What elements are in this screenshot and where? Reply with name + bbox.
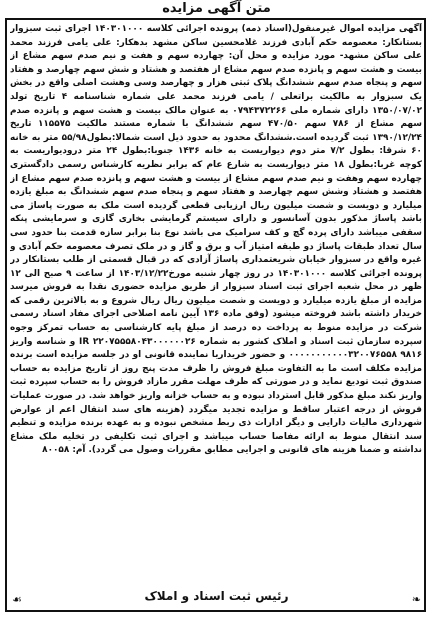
signature-footer: رئیس ثبت اسناد و املاک — [144, 589, 289, 603]
ornament-left-icon: ☙ — [12, 593, 22, 606]
notice-body — [10, 23, 422, 583]
ornament-right-icon: ❧ — [411, 593, 421, 606]
document-title: متن آگهی مزایده — [162, 1, 271, 16]
notice-paragraph: آگهی مزایده اموال غیرمنقول(اسناد ذمه) پرونده اجرائی کلاسه ۱۴۰۳۰۱۰۰۰ اجرای ثبت سبزوار بستانکار: معصومه حکم آبادی فرزند غلامحسین ساکن مشهد بدهکار: علی یامی فرزند محمد علی ساکن مشهد- مورد مزایده و محل آن: چهارده سهم و هفت و نیم صدم سهم مشاع از بیست و هشت سهم و پانزده صدم سهم مشاع از هفتصد و هشتاد و شش سهم چهارصد و هفتاد سهم و پنجاه صدم سهم ششدانگ پلاک ثبتی هزار و چهارصد وسی وهشت اصلی واقع در بخش یک سبزوار به مالکیت براتعلی / یامی فرزند محمد علی شماره شناسنامه ۴ تاریخ تولد ۱۳۵۰/۰۷/۰۲ دارای شماره ملی ۰۷۹۴۳۷۲۲۶۶ به عنوان مالک بیست و هشت سهم و پانزده صدم سهم مشاع از ۷۸۶ سهم ۴۷۰/۵۰ سهم ششدانگ با شماره مستند مالکیت ۱۱۵۵۷۵ تاریخ ۱۳۹۰/۱۲/۲۴ ثبت گردیده است.ششدانگ محدود به حدود ذیل است شمالا:بطول۵۵/۹۸ متر به خانه ۶۰ شرقا: بطول ۷/۲ متر دوم دیواریست به خانه ۱۴۳۶ جنوبا:بطول ۲۴ متر درودیواریست به کوچه غربا:بطول ۱۸ متر دیواریست به شارع عام که برابر نظریه کارشناس رسمی دادگستری چهارده سهم وهفت و نیم صدم سهم مشاع از بیست و هشت سهم و پانزده صدم سهم مشاع از هفتصد و هشتاد وشش سهم چهارصد و هفتاد سهم و پنجاه صدم سهم ششدانگ به مبلغ یازده میلیارد و دویست و شصت میلیون ریال ارزیابی قطعی گردیده است ملک به صورت پاساژ می باشد پاساژ مذکور بدون آسانسور و دارای سیستم گرمایشی بخاری گازی و سرمایشی پنکه سقفی میباشد دارای پرده گچ و کف سرامیک می باشد نوع بنا برابر سازه قدمت بنا حدود سی سال تعداد طبقات پاساژ دو طبقه امتیاز آب و برق و گاز و در ملک تصرف معصومه حکم آبادی و غیره واقع در سبزوار خیابان شریعتمداری پاساژ آزادی که در قبال قسمتی از طلب بستانکار در پرونده اجرائی کلاسه ۱۴۰۳۰۱۰۰۰ در روز چهار شنبه مورخ۱۴۰۳/۱۲/۲۲ از ساعت ۹ صبح الی ۱۲ ظهر در محل شعبه اجرای ثبت اسناد سبزوار از طریق مزایده حضوری نقدا به فروش میرسد مزایده از مبلغ یازده میلیارد و دویست و شصت میلیون ریال ریال شروع و به بالاترین رقمی که خریدار داشته باشد فروخته میشود (وفق ماده ۱۳۶ آیین نامه اصلاحی اجرای مفاد اسناد رسمی شرکت در مزایده منوط به پرداخت ده درصد از مبلغ پایه کارشناسی به حساب تمرکز وجوه سپرده سازمان ثبت اسناد و املاک کشور به شماره ۲۲۰۷۵۵۵۸۰۴۳۰۰۰۰۰۰۲۶ IR و شناسه واریز ۹۸۱۶ ۰۰۰۰۰۰۰۰۰۰۰۳۲۰۰۷۶۵۵۸ و حضور خریداریا نماینده قانونی او در جلسه مزایده است برنده مزایده مکلف است ما به التفاوت مبلغ فروش را ظرف مدت پنج روز از تاریخ مزایده به حساب صندوق ثبت تودیع نماید و در صورتی که ظرف مهلت مقرر مازاد فروش را به حساب سپرده ثبت واریز نکند مبلغ مذکور قابل استرداد نبوده و به حساب خزانه واریز خواهد شد. در صورت عملیات فروش از درجه اعتبار ساقط و مزایده تجدید میگردد (هزینه های سند انتقال اعم از عوارض شهرداری مالیات دارایی و دیگر ادارات ذی ربط مشخص نبوده و به عهده برنده مزایده و تنظیم سند انتقال منوط به ارائه مفاصا حساب میباشد و اجرای ثبت تکلیفی در تخلیه ملک مشاع نداشته و ضمنا هزینه های قانونی و اجرایی مطابق مقررات وصول می گردد). آم: ۸۰۰۵۸ — [10, 24, 422, 456]
